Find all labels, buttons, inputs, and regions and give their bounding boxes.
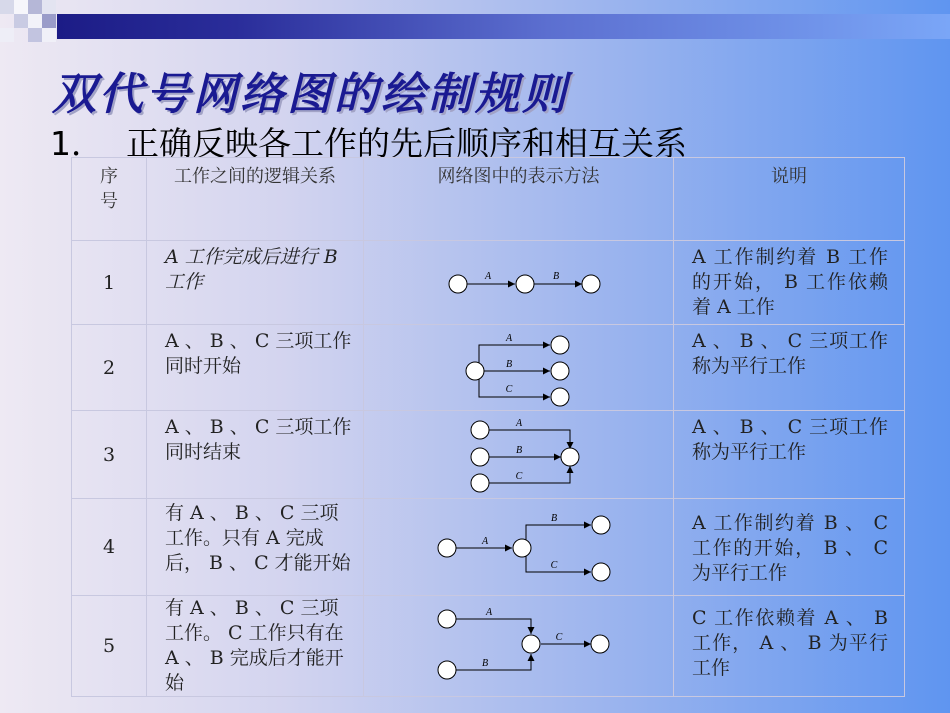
network-diagram-2 bbox=[369, 328, 669, 408]
header-no: 序号 bbox=[72, 158, 147, 241]
header-method: 网络图中的表示方法 bbox=[364, 158, 674, 241]
arrow-b bbox=[456, 654, 531, 670]
header-logic: 工作之间的逻辑关系 bbox=[147, 158, 364, 241]
arrow-a bbox=[456, 619, 531, 634]
row-number: 3 bbox=[72, 411, 147, 499]
node bbox=[513, 539, 531, 557]
arrow-label: B bbox=[552, 270, 559, 282]
deco-square bbox=[14, 0, 28, 14]
network-diagram-cell bbox=[364, 241, 674, 325]
table-row bbox=[72, 499, 905, 596]
logic-cell: A 工作完成后进行 B 工作 bbox=[147, 241, 364, 325]
arrow-label: C bbox=[555, 632, 562, 643]
rules-table bbox=[71, 157, 905, 697]
deco-square bbox=[28, 14, 42, 28]
row-number: 5 bbox=[72, 596, 147, 697]
node bbox=[551, 362, 569, 380]
network-diagram-3 bbox=[369, 415, 669, 495]
node bbox=[551, 388, 569, 406]
deco-square bbox=[42, 0, 56, 14]
logic-cell: A 、 B 、 C 三项工作同时开始 bbox=[147, 325, 364, 411]
node bbox=[438, 539, 456, 557]
header-note: 说明 bbox=[674, 158, 905, 241]
row-number: 1 bbox=[72, 241, 147, 325]
deco-square bbox=[28, 28, 42, 42]
node bbox=[466, 362, 484, 380]
network-diagram-cell bbox=[364, 499, 674, 596]
network-diagram-5 bbox=[369, 606, 669, 686]
top-decoration-bar bbox=[0, 0, 950, 44]
arrow-label: A bbox=[515, 417, 522, 429]
arrow-a bbox=[479, 345, 550, 366]
arrow-label: C bbox=[505, 383, 512, 395]
network-diagram-1 bbox=[369, 263, 669, 303]
arrow-c bbox=[526, 553, 591, 572]
network-diagram-4 bbox=[369, 512, 669, 582]
table-row bbox=[72, 241, 905, 325]
note-cell: A 、 B 、 C 三项工作称为平行工作 bbox=[674, 411, 905, 499]
arrow-label: B bbox=[481, 658, 488, 669]
node bbox=[449, 275, 467, 293]
deco-square bbox=[0, 0, 14, 14]
arrow-label: A bbox=[481, 536, 488, 547]
deco-square bbox=[42, 14, 56, 28]
arrow-label: C bbox=[515, 470, 522, 482]
node bbox=[471, 421, 489, 439]
node bbox=[438, 610, 456, 628]
node bbox=[551, 336, 569, 354]
node bbox=[471, 448, 489, 466]
note-cell: A 、 B 、 C 三项工作称为平行工作 bbox=[674, 325, 905, 411]
arrow-label: A bbox=[485, 607, 492, 618]
note-cell: C 工作依赖着 A 、 B 工作， A 、 B 为平行工作 bbox=[674, 596, 905, 697]
network-diagram-cell bbox=[364, 411, 674, 499]
deco-square bbox=[14, 14, 28, 28]
network-diagram-cell bbox=[364, 325, 674, 411]
arrow-c bbox=[479, 376, 550, 397]
node bbox=[471, 474, 489, 492]
deco-square bbox=[0, 28, 14, 42]
node bbox=[592, 516, 610, 534]
node bbox=[438, 661, 456, 679]
table-header-row bbox=[72, 158, 905, 241]
note-cell: A 工作制约着 B 、 C 工作的开始， B 、 C 为平行工作 bbox=[674, 499, 905, 596]
deco-square bbox=[28, 0, 42, 14]
arrow-label: A bbox=[484, 270, 491, 282]
arrow-label: A bbox=[505, 332, 512, 344]
deco-square bbox=[42, 28, 56, 42]
node bbox=[516, 275, 534, 293]
arrow-label: B bbox=[515, 444, 522, 456]
network-diagram-cell bbox=[364, 596, 674, 697]
section-heading-text: 正确反映各工作的先后顺序和相互关系 bbox=[126, 124, 687, 163]
node bbox=[592, 563, 610, 581]
header-band bbox=[57, 14, 950, 39]
node bbox=[561, 448, 579, 466]
note-cell: A 工作制约着 B 工作的开始， B 工作依赖着 A 工作 bbox=[674, 241, 905, 325]
page-title: 双代号网络图的绘制规则 bbox=[52, 69, 569, 120]
table-row bbox=[72, 325, 905, 411]
logic-cell: A 、 B 、 C 三项工作同时结束 bbox=[147, 411, 364, 499]
node bbox=[591, 635, 609, 653]
table-row bbox=[72, 596, 905, 697]
logic-cell: 有 A 、 B 、 C 三项工作。只有 A 完成后， B 、 C 才能开始 bbox=[147, 499, 364, 596]
section-number: 1． bbox=[50, 124, 104, 163]
row-number: 4 bbox=[72, 499, 147, 596]
arrow-label: B bbox=[505, 358, 512, 370]
arrow-c bbox=[489, 466, 570, 483]
table-row bbox=[72, 411, 905, 499]
arrow-a bbox=[489, 430, 570, 449]
arrow-label: B bbox=[550, 513, 557, 524]
logic-cell: 有 A 、 B 、 C 三项工作。 C 工作只有在 A 、 B 完成后才能开始 bbox=[147, 596, 364, 697]
arrow-b bbox=[526, 525, 591, 543]
arrow-label: C bbox=[550, 560, 557, 571]
node bbox=[522, 635, 540, 653]
node bbox=[582, 275, 600, 293]
row-number: 2 bbox=[72, 325, 147, 411]
